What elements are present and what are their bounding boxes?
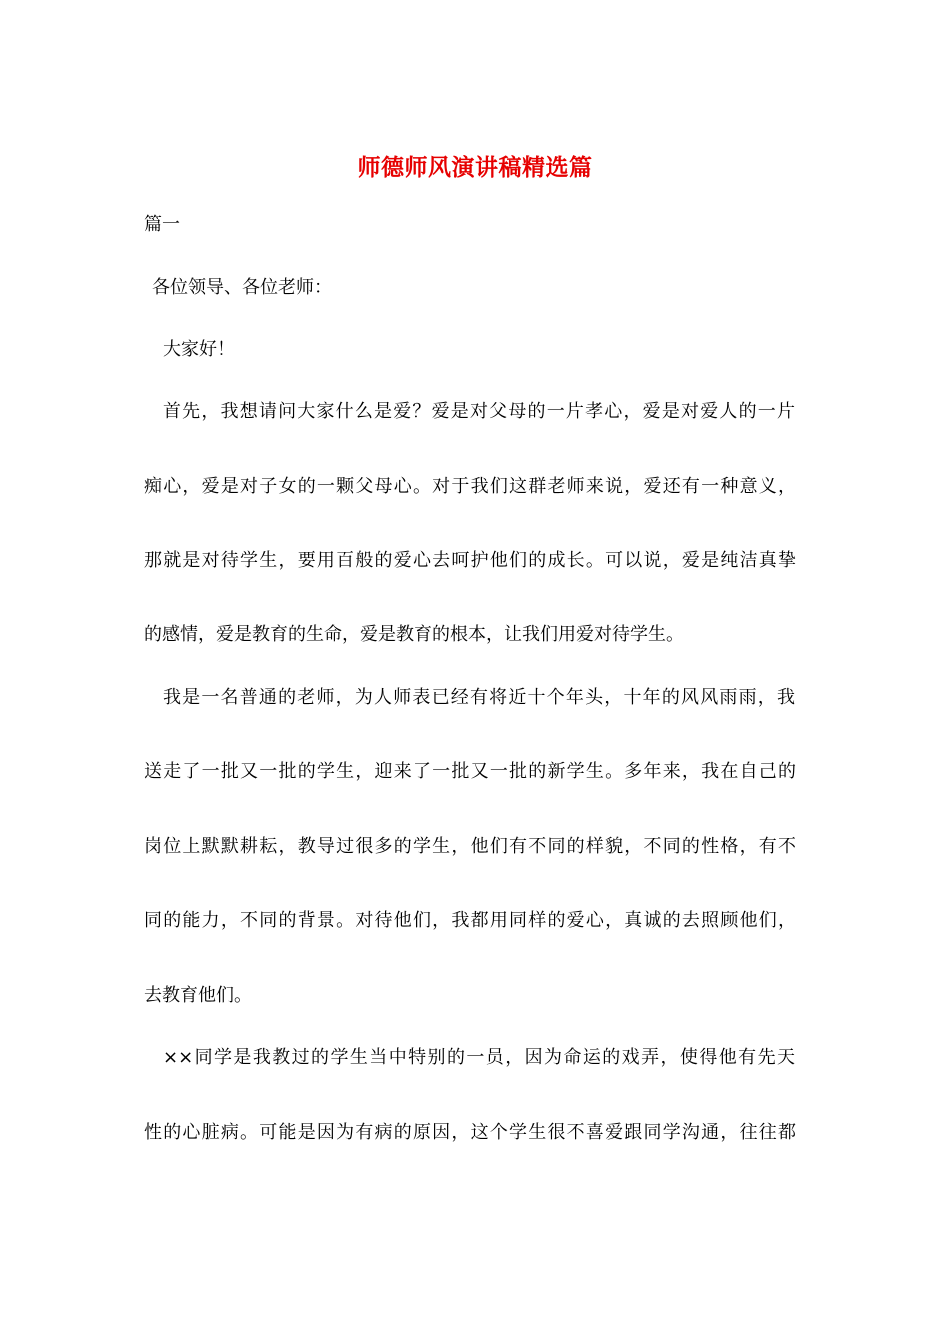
paragraph-line: 首先，我想请问大家什么是爱？爱是对父母的一片孝心，爱是对爱人的一片 [163,401,795,422]
paragraph-line: 我是一名普通的老师，为人师表已经有将近十个年头，十年的风风雨雨，我 [163,687,795,708]
paragraph-line: 去教育他们。 [144,985,252,1006]
paragraph-line: 同的能力，不同的背景。对待他们，我都用同样的爱心，真诚的去照顾他们， [144,910,796,931]
paragraph-line: ××同学是我教过的学生当中特别的一员，因为命运的戏弄，使得他有先天 [163,1047,795,1068]
paragraph-line: 性的心脏病。可能是因为有病的原因，这个学生很不喜爱跟同学沟通，往往都 [144,1122,796,1143]
paragraph-line: 送走了一批又一批的学生，迎来了一批又一批的新学生。多年来，我在自己的 [144,761,796,782]
document-title: 师德师风演讲稿精选篇 [357,155,593,181]
paragraph-line: 岗位上默默耕耘，教导过很多的学生，他们有不同的样貌，不同的性格，有不 [144,836,796,857]
paragraph-line: 痴心，爱是对子女的一颗父母心。对于我们这群老师来说，爱还有一种意义， [144,476,796,497]
paragraph-line: 的感情，爱是教育的生命，爱是教育的根本，让我们用爱对待学生。 [144,624,684,645]
section-heading: 篇一 [144,214,180,235]
greeting: 大家好！ [163,339,235,360]
salutation: 各位领导、各位老师： [152,277,332,298]
paragraph-line: 那就是对待学生，要用百般的爱心去呵护他们的成长。可以说，爱是纯洁真挚 [144,550,796,571]
